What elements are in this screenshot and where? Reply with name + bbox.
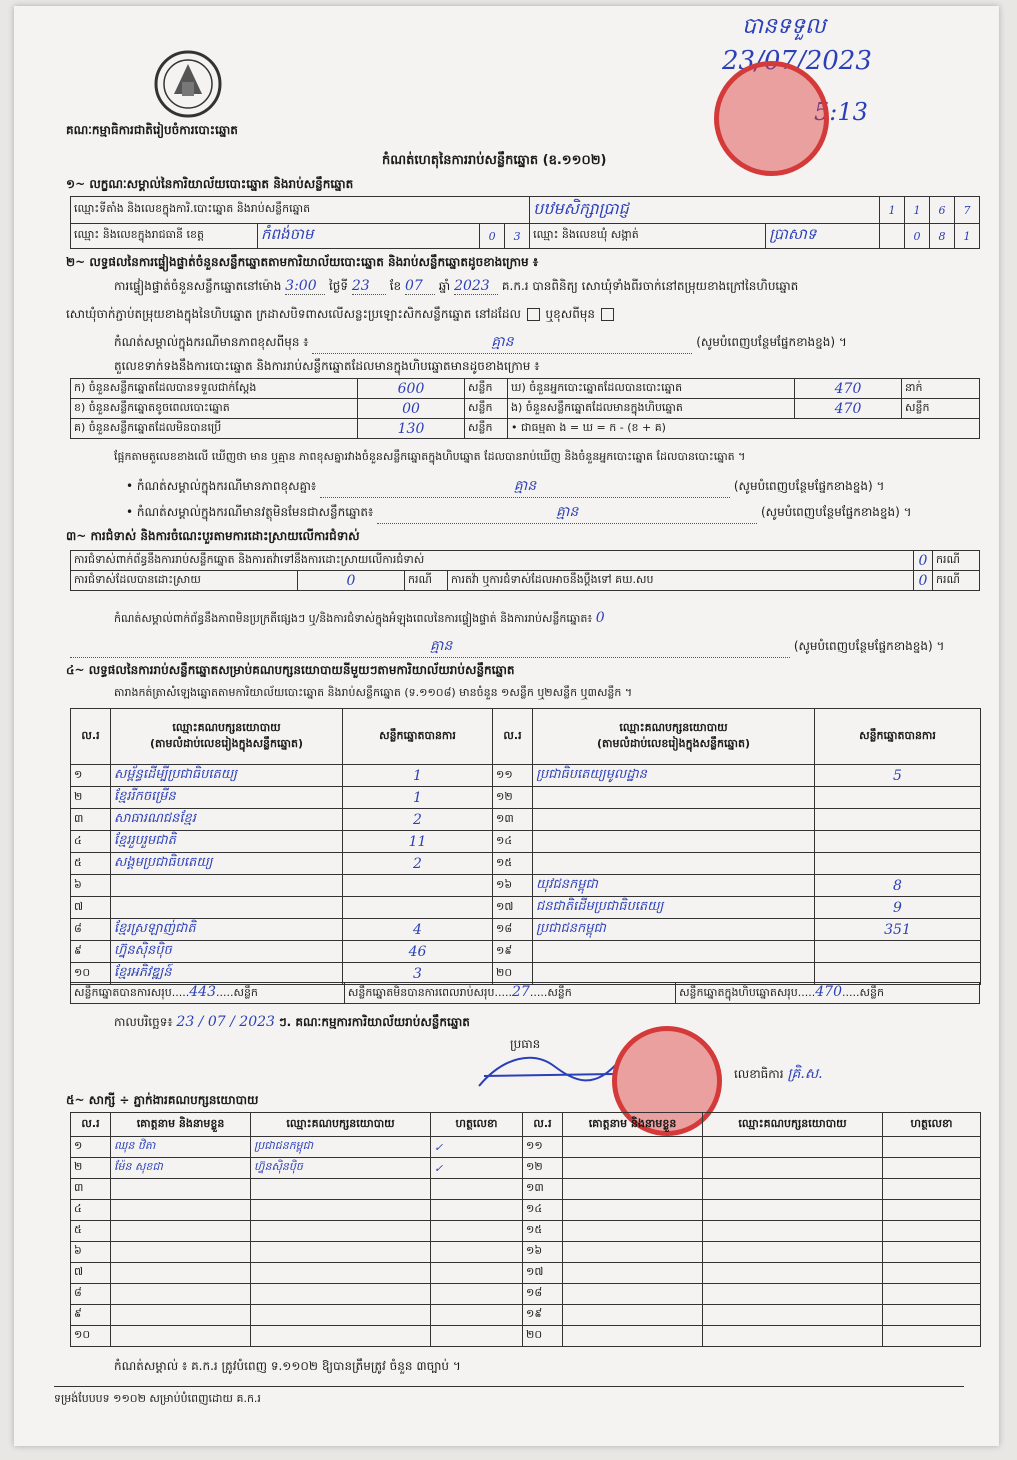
result-votes <box>815 831 981 853</box>
witness-name <box>563 1263 703 1284</box>
witness-no: ២ <box>71 1158 111 1179</box>
witness-no: ២០ <box>523 1326 563 1347</box>
witness-name <box>111 1242 251 1263</box>
bullet1-hint: (សូមបំពេញបន្ថែមផ្នែកខាងខ្នង) ។ <box>733 479 885 493</box>
result-no: ១ <box>71 765 111 787</box>
result-row <box>71 787 981 809</box>
result-party: ប្រជាធិបតេយ្យមូលដ្ឋាន <box>533 765 815 787</box>
count-d-unit: នាក់ <box>902 379 980 399</box>
result-party: ខ្មែរអភិវឌ្ឍន៍ <box>111 963 343 985</box>
total-box-value: 470 <box>815 984 842 1000</box>
witness-party <box>703 1158 883 1179</box>
witness-row <box>71 1137 981 1158</box>
witness-signature <box>883 1158 981 1179</box>
witness-name <box>563 1242 703 1263</box>
total-valid-value: 443 <box>189 984 216 1000</box>
s2-line1-d: ឆ្នាំ <box>438 279 451 293</box>
result-party: សម្ព័ន្ធដើម្បីប្រជាធិបតេយ្យ <box>111 765 343 787</box>
witness-signature <box>883 1221 981 1242</box>
count-d-value: 470 <box>795 379 902 399</box>
province-code-1: 3 <box>505 224 530 249</box>
result-votes: 4 <box>343 919 493 941</box>
result-row <box>71 809 981 831</box>
witness-signature <box>883 1263 981 1284</box>
result-no: ៩ <box>71 941 111 963</box>
witness-signature <box>431 1200 523 1221</box>
witness-name <box>563 1200 703 1221</box>
s1-heading: ១~ លក្ខណៈសម្គាល់នៃការិយាល័យបោះឆ្នោត និងរាប់សន្លឹកឆ្នោត <box>66 177 354 191</box>
received-date: 23/07/2023 <box>722 46 872 76</box>
result-votes <box>815 809 981 831</box>
result-row <box>71 897 981 919</box>
witness-party <box>703 1179 883 1200</box>
result-no: ៦ <box>71 875 111 897</box>
s1-table <box>70 196 980 249</box>
s2-fill-hint: (សូមបំពេញបន្ថែមផ្នែកខាងខ្នង) ។ <box>696 335 847 349</box>
committee-label: ៗ. គណៈកម្មការការិយាល័យរាប់សន្លឹកឆ្នោត <box>278 1015 470 1029</box>
s4-col-no-right: ល.រ <box>493 709 533 765</box>
witness-name <box>111 1221 251 1242</box>
witness-signature <box>431 1284 523 1305</box>
witness-party <box>251 1200 431 1221</box>
witness-row <box>71 1284 981 1305</box>
s2-line2-text: សោឃុំចាក់ភ្ជាប់តម្រុយខាងក្នុងនៃហិបឆ្នោត ក្រដាសបិទពាសលើសន្លះប្រឡោះសិកសន្លឹកឆ្នោត នៅដដែល <box>66 307 521 321</box>
count-e-unit: សន្លឹក <box>902 399 980 419</box>
witness-no: ១៨ <box>523 1284 563 1305</box>
total-box: សន្លឹកឆ្នោតក្នុងហិបឆ្នោតសរុប.....470.....សន្លឹក <box>676 983 980 1004</box>
total-invalid-value: 27 <box>512 984 530 1000</box>
witness-no: ៩ <box>71 1305 111 1326</box>
witness-name <box>563 1137 703 1158</box>
count-e-value: 470 <box>795 399 902 419</box>
s5-col-name-right: គោត្តនាម និងនាមខ្លួន <box>563 1113 703 1137</box>
total-valid-unit: សន្លឹក <box>233 986 258 999</box>
s5-heading: ៥~ សាក្សី ÷ ភ្នាក់ងារគណបក្សនយោបាយ <box>66 1093 259 1107</box>
count-a-unit: សន្លឹក <box>465 379 508 399</box>
result-no: ១៦ <box>493 875 533 897</box>
s3-note <box>114 610 605 628</box>
witness-row <box>71 1305 981 1326</box>
result-party: ប្រជាជនកម្ពុជា <box>533 919 815 941</box>
same-checkbox[interactable] <box>527 308 540 321</box>
bullet2-value: គ្មាន <box>377 502 757 524</box>
secretary-value: គ្រិ.ស. <box>787 1066 823 1082</box>
s2-day: 23 <box>352 278 386 295</box>
witness-party <box>703 1284 883 1305</box>
bullet1-label: • កំណត់សម្គាល់ក្នុងករណីមានភាពខុសគ្នា៖ <box>126 479 317 493</box>
result-no: ៧ <box>71 897 111 919</box>
s3-note-line <box>70 636 980 658</box>
s5-col-name-left: គោត្តនាម និងនាមខ្លួន <box>111 1113 251 1137</box>
witness-signature <box>883 1242 981 1263</box>
witness-party <box>251 1284 431 1305</box>
witness-signature <box>431 1326 523 1347</box>
result-votes <box>343 897 493 919</box>
footer-divider <box>54 1386 964 1387</box>
form-page <box>14 6 999 1446</box>
total-box-label: សន្លឹកឆ្នោតក្នុងហិបឆ្នោតសរុប <box>679 986 798 999</box>
count-c-value: 130 <box>358 419 465 439</box>
result-no: ៥ <box>71 853 111 875</box>
s4-sub: តារាងកត់ត្រាសំឡេងឆ្នោតតាមការិយាល័យបោះឆ្នោត និងរាប់សន្លឹកឆ្នោត (ទ.១១០៨) មានចំនួន ១សន្លឹក ឬ២សន្លឹក ឬ៣សន្លឹក ។ <box>114 686 633 699</box>
witness-name <box>563 1305 703 1326</box>
s3-note-label: កំណត់សម្គាល់ពាក់ព័ន្ធនឹងភាពមិនប្រក្រតីផ្សេងៗ ឬ/និងការជំទាស់ក្នុងអំឡុងពេលនៃការផ្ទៀងផ្ទាត់ និងការរាប់សន្លឹកឆ្នោត៖ <box>114 612 593 625</box>
result-no: ១១ <box>493 765 533 787</box>
witness-signature <box>883 1305 981 1326</box>
s3-row2-unit: ករណី <box>405 571 448 591</box>
commune-code-1: 8 <box>930 224 955 249</box>
witness-party <box>703 1263 883 1284</box>
s3-row2b-label: ការតវ៉ា ឬការជំទាស់ដែលអាចនឹងប្តឹងទៅ គឃ.សប <box>448 571 914 591</box>
witness-row <box>71 1200 981 1221</box>
witness-row <box>71 1179 981 1200</box>
result-party: សាធារណជនខ្មែរ <box>111 809 343 831</box>
s2-line1-c: ខែ <box>389 279 402 293</box>
witness-party: ហ្វ៊ុនស៊ិនប៉ិច <box>251 1158 431 1179</box>
s2-note <box>114 332 974 354</box>
result-party: សង្គមប្រជាធិបតេយ្យ <box>111 853 343 875</box>
witness-signature <box>431 1263 523 1284</box>
count-c-label: គ) ចំនួនសន្លឹកឆ្នោតដែលមិនបានប្រើ <box>71 419 358 439</box>
s3-table <box>70 550 980 591</box>
s4-col-party-left <box>111 709 343 765</box>
result-row <box>71 919 981 941</box>
total-invalid-label: សន្លឹកឆ្នោតមិនបានការពេលរាប់សរុប <box>347 986 495 999</box>
result-votes <box>815 941 981 963</box>
witness-no: ១១ <box>523 1137 563 1158</box>
result-party: ខ្មែររួបរួមជាតិ <box>111 831 343 853</box>
s3-heading: ៣~ ការជំទាស់ និងការចំណេះបួរតាមការដោះស្រាយលើការជំទាស់ <box>66 529 360 543</box>
witness-no: ១៥ <box>523 1221 563 1242</box>
result-no: ១៧ <box>493 897 533 919</box>
result-votes: 11 <box>343 831 493 853</box>
witness-name <box>563 1221 703 1242</box>
witness-no: ១០ <box>71 1326 111 1347</box>
s2-heading: ២~ លទ្ធផលនៃការផ្ទៀងផ្ទាត់ចំនួនសន្លឹកឆ្នោតតាមការិយាល័យបោះឆ្នោត និងរាប់សន្លឹកឆ្នោតដូចខាងក្រោម ៖ <box>66 255 539 269</box>
witness-party <box>251 1305 431 1326</box>
s5-col-party-right: ឈ្មោះគណបក្សនយោបាយ <box>703 1113 883 1137</box>
bullet1-value: គ្មាន <box>320 476 730 498</box>
total-valid-label: សន្លឹកឆ្នោតបានការសរុប <box>74 986 172 999</box>
count-b-value: 00 <box>358 399 465 419</box>
witness-party <box>703 1137 883 1158</box>
witness-party <box>251 1263 431 1284</box>
witness-party <box>251 1242 431 1263</box>
witness-party <box>703 1200 883 1221</box>
count-b-unit: សន្លឹក <box>465 399 508 419</box>
total-valid: សន្លឹកឆ្នោតបានការសរុប.....443.....សន្លឹក <box>71 983 345 1004</box>
s5-col-no-left: ល.រ <box>71 1113 111 1137</box>
result-party: យុវជនកម្ពុជា <box>533 875 815 897</box>
s3-row2b-unit: ករណី <box>933 571 980 591</box>
result-votes <box>815 787 981 809</box>
result-row <box>71 831 981 853</box>
witness-no: ១២ <box>523 1158 563 1179</box>
witness-name <box>563 1326 703 1347</box>
witness-signature <box>883 1137 981 1158</box>
nec-emblem-icon <box>152 48 224 120</box>
result-votes: 2 <box>343 853 493 875</box>
result-party <box>533 941 815 963</box>
witness-party <box>703 1221 883 1242</box>
result-row <box>71 875 981 897</box>
result-votes: 2 <box>343 809 493 831</box>
s2-time: 3:00 <box>285 278 325 295</box>
result-party: ខ្មែររីកចម្រើន <box>111 787 343 809</box>
witness-party <box>703 1326 883 1347</box>
witness-signature <box>883 1200 981 1221</box>
result-no: ១៥ <box>493 853 533 875</box>
s2-line1-b: ថ្ងៃទី <box>329 279 349 293</box>
witness-party <box>251 1179 431 1200</box>
witness-name <box>111 1284 251 1305</box>
s2-month: 07 <box>405 278 435 295</box>
s4-col-party-right-sub: (តាមលំដាប់លេខរៀងក្នុងសន្លឹកឆ្នោត) <box>597 736 750 750</box>
witness-no: ១ <box>71 1137 111 1158</box>
witness-party <box>251 1326 431 1347</box>
s2-year: 2023 <box>454 278 498 295</box>
s3-row2-label: ការជំទាស់ដែលបានដោះស្រាយ <box>71 571 298 591</box>
result-no: ៤ <box>71 831 111 853</box>
s3-fill-hint: (សូមបំពេញបន្ថែមផ្នែកខាងខ្នង) ។ <box>793 639 945 653</box>
result-no: ២ <box>71 787 111 809</box>
s3-row2-value: 0 <box>298 571 405 591</box>
official-stamp <box>714 61 829 176</box>
s4-heading: ៤~ លទ្ធផលនៃការរាប់សន្លឹកឆ្នោតសម្រាប់គណបក្សនយោបាយនីមួយៗតាមការិយាល័យរាប់សន្លឹកឆ្នោត <box>66 663 515 677</box>
s4-results-table <box>70 708 981 985</box>
station-label: ឈ្មោះទីតាំង និងលេខក្នុងការិ.បោះឆ្នោត និងរាប់សន្លឹកឆ្នោត <box>71 197 530 224</box>
s4-col-party-right <box>533 709 815 765</box>
result-party <box>111 875 343 897</box>
witness-signature <box>883 1284 981 1305</box>
witness-signature <box>883 1326 981 1347</box>
s2-diff-line: ផ្អែកតាមតួលេខខាងលើ ឃើញថា មាន ឬគ្មាន ភាពខុសគ្នារវាងចំនួនសន្លឹកឆ្នោតក្នុងហិបឆ្នោត ដែលបានរាប់ឃើញ និងចំនួនអ្នកបោះឆ្នោត ដែលបានបោះឆ្នោត ។ <box>114 450 746 463</box>
different-checkbox[interactable] <box>601 308 614 321</box>
witness-row <box>71 1221 981 1242</box>
witness-signature: ✓ <box>431 1137 523 1158</box>
result-votes: 46 <box>343 941 493 963</box>
chair-label: ប្រធាន <box>510 1037 541 1051</box>
witness-name <box>111 1326 251 1347</box>
s3-note-value1: 0 <box>595 610 605 626</box>
count-e-label: ង) ចំនួនសន្លឹកឆ្នោតដែលមានក្នុងហិបឆ្នោត <box>508 399 795 419</box>
s4-col-no-left: ល.រ <box>71 709 111 765</box>
count-a-label: ក) ចំនួនសន្លឹកឆ្នោតដែលបានទទួលជាក់ស្តែង <box>71 379 358 399</box>
total-box-unit: សន្លឹក <box>859 986 884 999</box>
province-code-0: 0 <box>480 224 505 249</box>
commune-label: ឈ្មោះ និងលេខឃុំ សង្កាត់ <box>530 224 766 249</box>
result-votes: 3 <box>343 963 493 985</box>
s2-line2 <box>66 306 616 324</box>
station-code-1: 1 <box>905 197 930 224</box>
witness-row <box>71 1263 981 1284</box>
s5-footnote: កំណត់សម្គាល់ ៖ គ.ក.រ ត្រូវបំពេញ ទ.១១០២ ឱ្យបានត្រឹមត្រូវ ចំនួន ៣ច្បាប់ ។ <box>114 1359 461 1373</box>
result-votes: 8 <box>815 875 981 897</box>
witness-signature: ✓ <box>431 1158 523 1179</box>
commune-code-0: 0 <box>905 224 930 249</box>
province-value: កំពង់ចាម <box>258 224 480 249</box>
result-no: ១៣ <box>493 809 533 831</box>
result-no: ១២ <box>493 787 533 809</box>
s2-note-value: គ្មាន <box>312 332 692 354</box>
s2-line1 <box>114 278 798 296</box>
witness-no: ១៣ <box>523 1179 563 1200</box>
witness-name: ឈុន ឋិតា <box>111 1137 251 1158</box>
result-votes: 1 <box>343 787 493 809</box>
date-label: កាលបរិច្ឆេទ៖ <box>114 1015 173 1029</box>
witness-no: ១៦ <box>523 1242 563 1263</box>
count-b-label: ខ) ចំនួនសន្លឹកឆ្នោតខូចពេលបោះឆ្នោត <box>71 399 358 419</box>
result-party <box>533 853 815 875</box>
result-party <box>111 897 343 919</box>
witness-signature <box>431 1221 523 1242</box>
s2-line2-tail: ឬខុសពីមុន <box>545 307 596 321</box>
result-votes: 1 <box>343 765 493 787</box>
s5-witness-table <box>70 1112 981 1347</box>
station-code-3: 7 <box>955 197 980 224</box>
witness-name <box>111 1200 251 1221</box>
result-votes <box>343 875 493 897</box>
bullet2-label: • កំណត់សម្គាល់ក្នុងករណីមានវត្ថុមិនមែនជាសន្លឹកឆ្នោត៖ <box>126 505 374 519</box>
s5-col-sign-right: ហត្ថលេខា <box>883 1113 981 1137</box>
witness-no: ៤ <box>71 1200 111 1221</box>
s4-date-line <box>114 1014 470 1032</box>
chair-signature-icon <box>474 1046 624 1096</box>
result-no: ១៨ <box>493 919 533 941</box>
count-d-label: ឃ) ចំនួនអ្នកបោះឆ្នោតដែលបានបោះឆ្នោត <box>508 379 795 399</box>
bullet2-hint: (សូមបំពេញបន្ថែមផ្នែកខាងខ្នង) ។ <box>760 505 912 519</box>
s4-col-votes-left: សន្លឹកឆ្នោតបានការ <box>343 709 493 765</box>
witness-name <box>563 1158 703 1179</box>
secretary-label: លេខាធិការ <box>734 1067 784 1081</box>
witness-signature <box>431 1242 523 1263</box>
witness-row <box>71 1326 981 1347</box>
form-title: កំណត់ហេតុនៃការរាប់សន្លឹកឆ្នោត (ឧ.១១០២) <box>382 153 607 168</box>
witness-no: ១៩ <box>523 1305 563 1326</box>
s4-col-party-left-sub: (តាមលំដាប់លេខរៀងក្នុងសន្លឹកឆ្នោត) <box>150 736 303 750</box>
witness-signature <box>431 1305 523 1326</box>
result-party: ជនជាតិដើមប្រជាធិបតេយ្យ <box>533 897 815 919</box>
s3-row1-value: 0 <box>913 551 932 571</box>
witness-signature <box>883 1179 981 1200</box>
result-votes: 5 <box>815 765 981 787</box>
result-votes: 9 <box>815 897 981 919</box>
witness-name <box>563 1179 703 1200</box>
s3-row1-label: ការជំទាស់ពាក់ព័ន្ធនឹងការរាប់សន្លឹកឆ្នោត និងការតវ៉ាទៅនឹងការដោះស្រាយលើការជំទាស់ <box>71 551 914 571</box>
count-c-unit: សន្លឹក <box>465 419 508 439</box>
witness-name <box>563 1284 703 1305</box>
result-party: ខ្មែរស្រឡាញ់ជាតិ <box>111 919 343 941</box>
witness-party <box>251 1221 431 1242</box>
result-votes <box>815 853 981 875</box>
result-party <box>533 809 815 831</box>
result-party <box>533 787 815 809</box>
witness-name <box>111 1305 251 1326</box>
result-no: ២០ <box>493 963 533 985</box>
witness-row <box>71 1242 981 1263</box>
commune-code-2: 1 <box>955 224 980 249</box>
witness-name <box>111 1263 251 1284</box>
count-formula: • ជាធម្មតា ង = ឃ = ក - (ខ + គ) <box>508 419 980 439</box>
footer-form-code: ទម្រង់បែបបទ ១១០២ សម្រាប់បំពេញដោយ គ.ក.រ <box>54 1392 261 1405</box>
s3-note-value2: គ្មាន <box>70 636 790 658</box>
result-party <box>533 831 815 853</box>
s4-totals <box>70 982 980 1004</box>
witness-signature <box>431 1179 523 1200</box>
s5-col-no-right: ល.រ <box>523 1113 563 1137</box>
witness-no: ៥ <box>71 1221 111 1242</box>
date-value: 23 / 07 / 2023 <box>176 1014 275 1030</box>
witness-row <box>71 1158 981 1179</box>
total-invalid: សន្លឹកឆ្នោតមិនបានការពេលរាប់សរុប.....27.....សន្លឹក <box>344 983 675 1004</box>
result-votes: 351 <box>815 919 981 941</box>
witness-name <box>111 1179 251 1200</box>
result-no: ១០ <box>71 963 111 985</box>
witness-no: ៣ <box>71 1179 111 1200</box>
station-code-0: 1 <box>880 197 905 224</box>
s5-col-sign-left: ហត្ថលេខា <box>431 1113 523 1137</box>
received-label: បានទទួល <box>742 14 826 39</box>
result-row <box>71 853 981 875</box>
secretary-line <box>734 1064 823 1085</box>
s2-bullet2 <box>126 502 976 524</box>
witness-no: ១៧ <box>523 1263 563 1284</box>
s2-line1-e: គ.ក.រ បានពិនិត្យ សោឃុំទាំងពីរចាក់នៅតម្រុយខាងក្រៅនៃហិបឆ្នោត <box>501 279 799 293</box>
result-no: ៨ <box>71 919 111 941</box>
s4-col-votes-right: សន្លឹកឆ្នោតបានការ <box>815 709 981 765</box>
commune-value: ប្រាសាទ <box>766 224 880 249</box>
result-party: ហ្វ៊ុនស៊ិនប៉ិច <box>111 941 343 963</box>
witness-no: ១៤ <box>523 1200 563 1221</box>
received-time: 5:13 <box>814 98 868 126</box>
province-label: ឈ្មោះ និងលេខក្នុងរាជធានី ខេត្ត <box>71 224 258 249</box>
witness-no: ៦ <box>71 1242 111 1263</box>
total-invalid-unit: សន្លឹក <box>547 986 572 999</box>
witness-name: ម៉ែន សុខជា <box>111 1158 251 1179</box>
witness-no: ៧ <box>71 1263 111 1284</box>
s3-row1-unit: ករណី <box>933 551 980 571</box>
station-value: បឋមសិក្សាប្រាជ្ញ <box>530 197 880 224</box>
s4-col-party-left-title: ឈ្មោះគណបក្សនយោបាយ <box>172 720 281 734</box>
org-name: គណៈកម្មាធិការជាតិរៀបចំការបោះឆ្នោត <box>66 123 238 137</box>
witness-party <box>703 1242 883 1263</box>
count-a-value: 600 <box>358 379 465 399</box>
result-row <box>71 765 981 787</box>
station-code-2: 6 <box>930 197 955 224</box>
s5-col-party-left: ឈ្មោះគណបក្សនយោបាយ <box>251 1113 431 1137</box>
s2-bullet1 <box>126 476 976 498</box>
s2-note-label: កំណត់សម្គាល់ក្នុងករណីមានភាពខុសពីមុន ៖ <box>114 335 309 349</box>
result-no: ១៩ <box>493 941 533 963</box>
result-no: ១៤ <box>493 831 533 853</box>
result-no: ៣ <box>71 809 111 831</box>
s2-counts-table <box>70 378 980 439</box>
witness-no: ៨ <box>71 1284 111 1305</box>
result-row <box>71 941 981 963</box>
s2-line1-a: ការផ្ទៀងផ្ទាត់ចំនួនសន្លឹកឆ្នោតនៅម៉ោង <box>114 279 282 293</box>
witness-party <box>703 1305 883 1326</box>
witness-party: ប្រជាជនកម្ពុជា <box>251 1137 431 1158</box>
s4-col-party-right-title: ឈ្មោះគណបក្សនយោបាយ <box>619 720 728 734</box>
s2-intro: តួលេខទាក់ទងនឹងការបោះឆ្នោត និងការរាប់សន្លឹកឆ្នោតដែលមានក្នុងហិបឆ្នោតមានដូចខាងក្រោម ៖ <box>114 359 540 373</box>
s3-row2b-value: 0 <box>913 571 932 591</box>
